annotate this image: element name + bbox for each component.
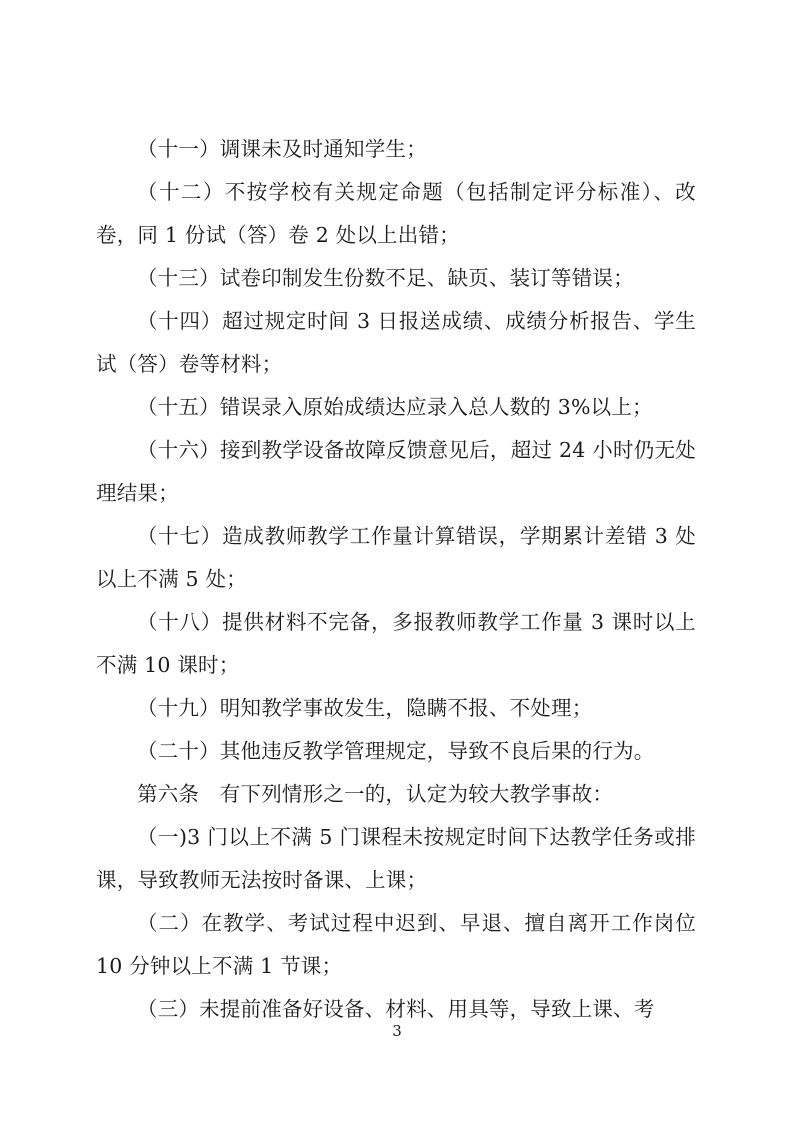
page-number: 3 bbox=[392, 1022, 402, 1040]
paragraph: （十九）明知教学事故发生，隐瞒不报、不处理； bbox=[137, 696, 593, 720]
paragraph: （十二）不按学校有关规定命题（包括制定评分标准）、改卷，同 1 份试（答）卷 2 处以上出错； bbox=[96, 180, 696, 247]
paragraph: （十三）试卷印制发生份数不足、缺页、装订等错误； bbox=[137, 266, 634, 290]
paragraph: （十一）调课未及时通知学生； bbox=[137, 137, 427, 161]
paragraph: （十八）提供材料不完备，多报教师教学工作量 3 课时以上不满 10 课时； bbox=[96, 610, 696, 677]
paragraph: （十五）错误录入原始成绩达应录入总人数的 3%以上； bbox=[137, 395, 653, 419]
article-heading-paragraph: 第六条 有下列情形之一的，认定为较大教学事故： bbox=[137, 782, 614, 806]
paragraph: （二）在教学、考试过程中迟到、早退、擅自离开工作岗位 10 分钟以上不满 1 节课； bbox=[96, 911, 696, 978]
paragraph: （十七）造成教师教学工作量计算错误，学期累计差错 3 处以上不满 5 处； bbox=[96, 524, 696, 591]
paragraph: （十四）超过规定时间 3 日报送成绩、成绩分析报告、学生试（答）卷等材料； bbox=[96, 309, 696, 376]
document-body bbox=[96, 128, 696, 1031]
paragraph: （二十）其他违反教学管理规定，导致不良后果的行为。 bbox=[137, 739, 655, 763]
paragraph: （一)3 门以上不满 5 门课程未按规定时间下达教学任务或排课，导致教师无法按时备课、上课； bbox=[96, 825, 696, 892]
paragraph: （十六）接到教学设备故障反馈意见后，超过 24 小时仍无处理结果； bbox=[96, 438, 696, 505]
paragraph: （三）未提前准备好设备、材料、用具等，导致上课、考 bbox=[137, 997, 655, 1021]
